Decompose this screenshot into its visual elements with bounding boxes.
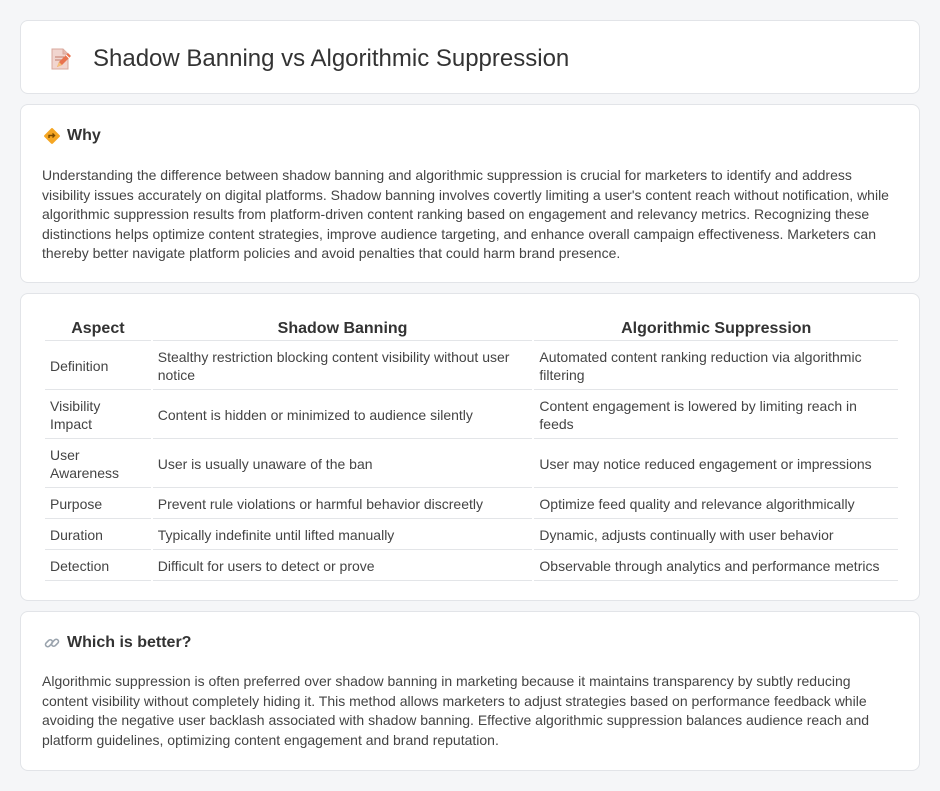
column-header-algorithmic-suppression: Algorithmic Suppression bbox=[534, 318, 898, 341]
road-sign-icon bbox=[43, 127, 61, 145]
table-row bbox=[45, 490, 898, 519]
document-edit-icon bbox=[47, 46, 73, 72]
shadow-banning-cell: Stealthy restriction blocking content visibility without user notice bbox=[153, 343, 533, 390]
aspect-cell: Duration bbox=[45, 521, 151, 550]
algorithmic-suppression-cell: Optimize feed quality and relevance algorithmically bbox=[534, 490, 898, 519]
aspect-cell: Detection bbox=[45, 552, 151, 581]
why-section bbox=[20, 104, 920, 283]
link-icon bbox=[43, 634, 61, 652]
table-row bbox=[45, 441, 898, 488]
algorithmic-suppression-cell: Automated content ranking reduction via algorithmic filtering bbox=[534, 343, 898, 390]
why-text: Understanding the difference between shadow banning and algorithmic suppression is crucial for marketers to identify and address visibility issues accurately on digital platforms. Shadow banning involves covertly limiting a user's content reach without notification, while algorithmic suppression results from platform-driven content ranking based on engagement and relevancy metrics. Recognizing these distinctions helps optimize content strategies, improve audience targeting, and enhance overall campaign effectiveness. Marketers can thereby better navigate platform policies and avoid penalties that could harm brand presence. bbox=[42, 167, 889, 262]
algorithmic-suppression-cell: Observable through analytics and performance metrics bbox=[534, 552, 898, 581]
shadow-banning-cell: User is usually unaware of the ban bbox=[153, 441, 533, 488]
title-card bbox=[20, 20, 920, 94]
page-title: Shadow Banning vs Algorithmic Suppression bbox=[93, 45, 570, 72]
table-row bbox=[45, 343, 898, 390]
column-header-aspect: Aspect bbox=[45, 318, 151, 341]
aspect-cell: Visibility Impact bbox=[45, 392, 151, 439]
table-row bbox=[45, 392, 898, 439]
shadow-banning-cell: Typically indefinite until lifted manually bbox=[153, 521, 533, 550]
algorithmic-suppression-cell: User may notice reduced engagement or impressions bbox=[534, 441, 898, 488]
why-title: Why bbox=[67, 127, 101, 144]
shadow-banning-cell: Prevent rule violations or harmful behavior discreetly bbox=[153, 490, 533, 519]
better-title: Which is better? bbox=[67, 634, 192, 651]
table-row bbox=[45, 552, 898, 581]
aspect-cell: Purpose bbox=[45, 490, 151, 519]
why-heading bbox=[43, 127, 101, 145]
better-heading bbox=[43, 634, 191, 652]
comparison-section bbox=[20, 293, 920, 601]
algorithmic-suppression-cell: Content engagement is lowered by limiting reach in feeds bbox=[534, 392, 898, 439]
title-bar bbox=[47, 45, 569, 73]
column-header-shadow-banning: Shadow Banning bbox=[153, 318, 533, 341]
shadow-banning-cell: Difficult for users to detect or prove bbox=[153, 552, 533, 581]
better-text: Algorithmic suppression is often preferred over shadow banning in marketing because it maintains transparency by subtly reducing content visibility without completely hiding it. This method allows marketers to adjust strategies based on performance feedback while avoiding the negative user backlash associated with shadow banning. Effective algorithmic suppression balances audience reach and platform guidelines, optimizing content engagement and brand reputation. bbox=[42, 673, 870, 748]
table-header-row bbox=[45, 318, 898, 341]
table-row bbox=[45, 521, 898, 550]
shadow-banning-cell: Content is hidden or minimized to audience silently bbox=[153, 392, 533, 439]
aspect-cell: User Awareness bbox=[45, 441, 151, 488]
comparison-table bbox=[43, 316, 900, 583]
algorithmic-suppression-cell: Dynamic, adjusts continually with user behavior bbox=[534, 521, 898, 550]
which-is-better-section bbox=[20, 611, 920, 771]
aspect-cell: Definition bbox=[45, 343, 151, 390]
